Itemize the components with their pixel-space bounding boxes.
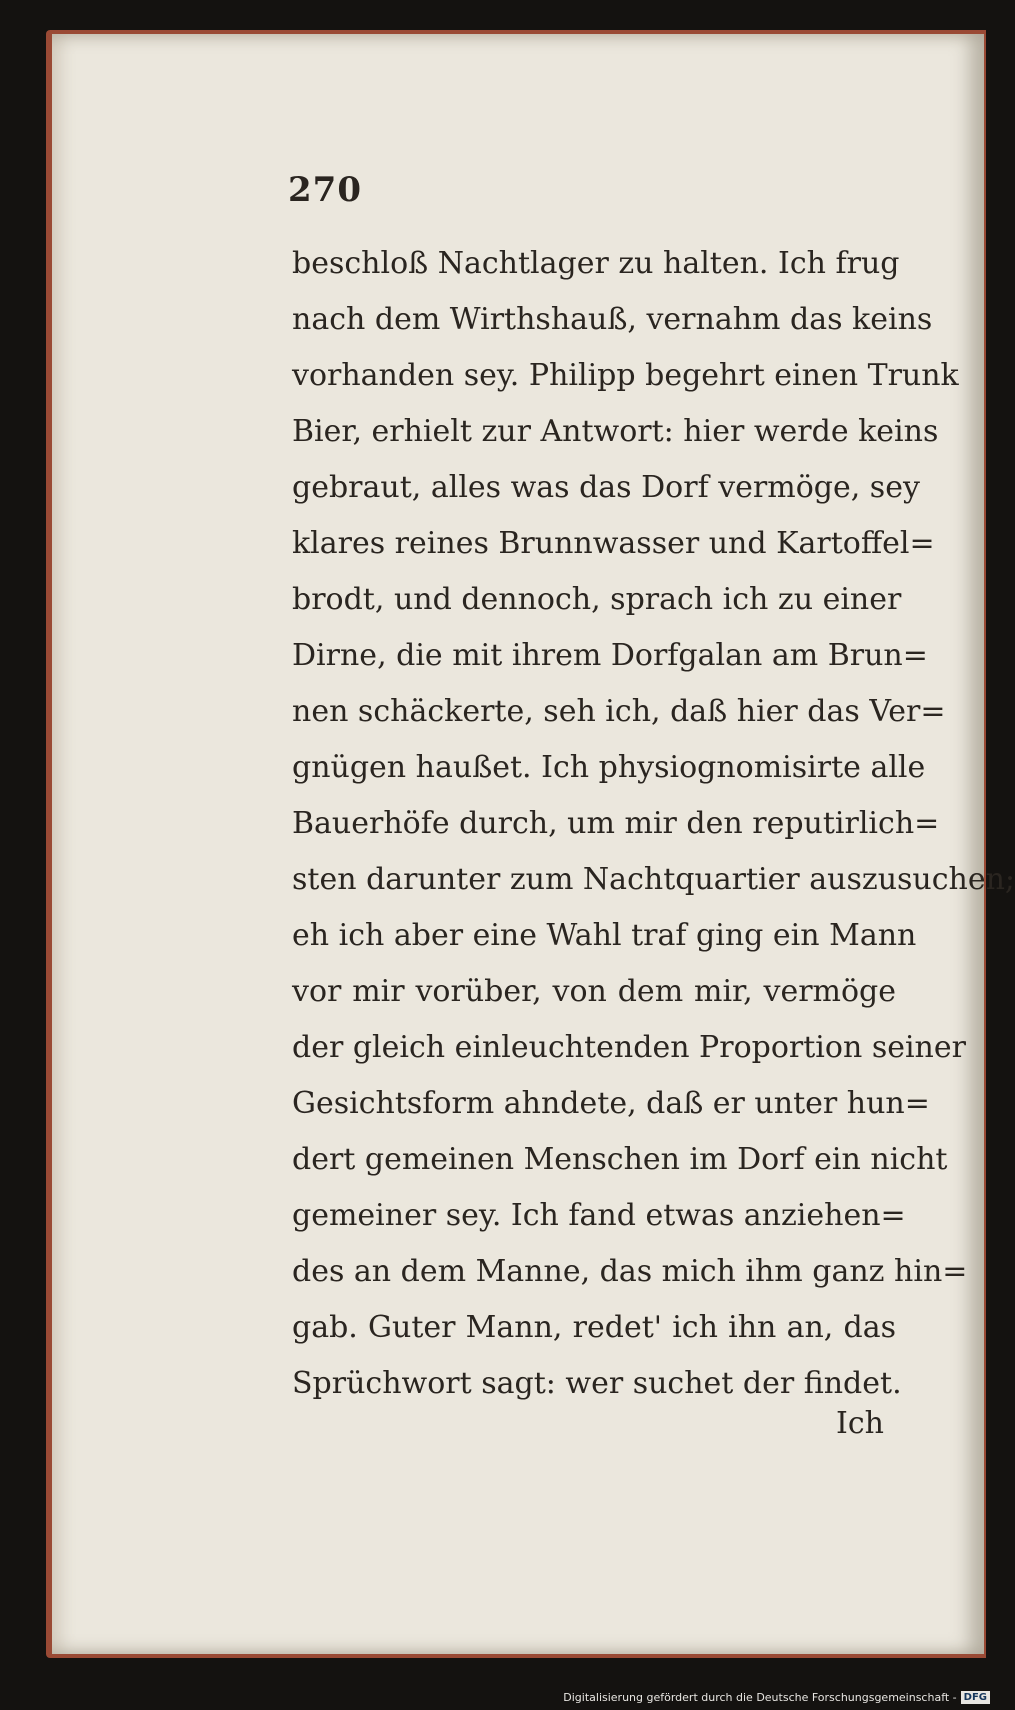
dfg-logo: DFG (961, 1691, 990, 1704)
page-text (292, 236, 1015, 1412)
text-line: Bauerhöfe durch, um mir den reputirlich= (292, 806, 940, 841)
credit-text: Digitalisierung gefördert durch die Deutsche Forschungsgemeinschaft - (563, 1691, 957, 1704)
text-line: Bier, erhielt zur Antwort: hier werde keins (292, 414, 939, 449)
text-line: gab. Guter Mann, redet' ich ihn an, das (292, 1310, 896, 1345)
text-line: brodt, und dennoch, sprach ich zu einer (292, 582, 902, 617)
text-line: nen schäckerte, seh ich, daß hier das Ver= (292, 694, 946, 729)
text-line: gnügen haußet. Ich physiognomisirte alle (292, 750, 926, 785)
text-line: gemeiner sey. Ich fand etwas anziehen= (292, 1198, 906, 1233)
text-line: gebraut, alles was das Dorf vermöge, sey (292, 470, 920, 505)
digitization-credit (563, 1691, 990, 1704)
text-line: klares reines Brunnwasser und Kartoffel= (292, 526, 935, 561)
text-line: Gesichtsform ahndete, daß er unter hun= (292, 1086, 930, 1121)
page-number: 270 (288, 170, 362, 210)
text-line: Dirne, die mit ihrem Dorfgalan am Brun= (292, 638, 928, 673)
catchword: Ich (836, 1406, 884, 1441)
text-line: vor mir vorüber, von dem mir, vermöge (292, 974, 896, 1009)
text-line: vorhanden sey. Philipp begehrt einen Trunk (292, 358, 959, 393)
text-line: sten darunter zum Nachtquartier auszusuchen; (292, 862, 1015, 897)
text-line: des an dem Manne, das mich ihm ganz hin= (292, 1254, 968, 1289)
text-line: dert gemeinen Menschen im Dorf ein nicht (292, 1142, 948, 1177)
text-line: Sprüchwort sagt: wer suchet der findet. (292, 1366, 902, 1401)
text-line: beschloß Nachtlager zu halten. Ich frug (292, 246, 900, 281)
text-line: eh ich aber eine Wahl traf ging ein Mann (292, 918, 917, 953)
text-line: der gleich einleuchtenden Proportion seiner (292, 1030, 966, 1065)
text-line: nach dem Wirthshauß, vernahm das keins (292, 302, 933, 337)
